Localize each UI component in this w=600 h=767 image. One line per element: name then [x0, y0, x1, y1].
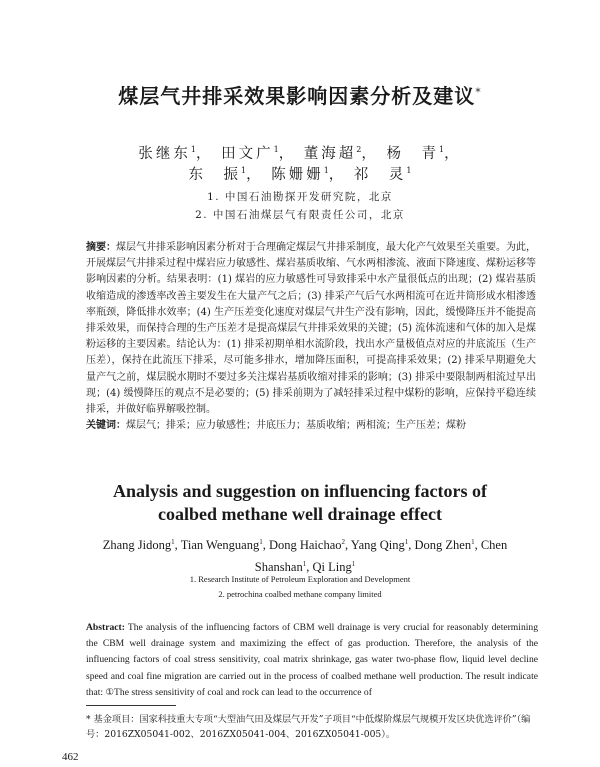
footnote-divider	[86, 705, 176, 706]
author-en: Dong Zhen$^1$	[414, 538, 475, 553]
chinese-title-text: 煤层气井排采效果影响因素分析及建议	[118, 84, 476, 108]
chinese-keywords-label: 关键词：	[86, 420, 126, 432]
english-affiliation-1: 1. Research Institute of Petroleum Exploration and Development	[189, 574, 411, 584]
chinese-affiliation-2: 2. 中国石油煤层气有限责任公司，北京	[195, 209, 405, 221]
english-abstract	[86, 620, 538, 701]
author-en: Dong Haichao$^2$	[268, 538, 345, 553]
english-title-line-2: coalbed methane well drainage effect	[158, 504, 442, 524]
chinese-abstract-text: 煤层气井排采影响因素分析对于合理确定煤层气井排采制度，最大化产气效果至关重要。为此，开展煤层气井排采过程中煤岩应力敏感性、煤岩基质收缩、气水两相渗流、液面下降速度、煤粉运移等影响因素的分析。结果表明：(1) 煤岩的应力敏感性可导致排采中水产量很低点的出现；(2) 煤岩基质收缩造成的渗透率改善主要发生在大量产气之后；(3) 排采产气后气水两相流可在近井筒形成水相渗透率瓶颈，降低排水效率；(4) 生产压差变化速度对煤层气井生产没有影响，因此，缓慢降压并不能提高排采效果，而保持合理的生产压差才是提高煤层气井排采效果的关键；(5) 流体流速和气体的加入是煤粉运移的主要因素。结论认为：(1) 排采初期单相水流阶段，找出水产量极值点对应的井底流压（生产压差），保持在此流压下排采，尽可能多排水，增加降压面积，可提高排采效果；(2) 排采早期避免大量产气之前，煤层脱水期时不要过多关注煤岩基质收缩对排采的影响；(3) 排采中要限制两相流过早出现；(4) 缓慢降压的观点不是必要的；(5) 排采前期为了减轻排采过程中煤粉的影响，应保持平稳连续排采，并做好临界解吸控制。	[86, 242, 536, 416]
funding-footnote: * 基金项目：国家科技重大专项“大型油气田及煤层气开发”子项目“中低煤阶煤层气规模开发区块优选评价”（编号：2016ZX05041-002、2016ZX05041-004、2016ZX05041-005）。	[86, 714, 531, 740]
author-cn: 董海超$^2$	[303, 145, 362, 162]
page-number: 462	[62, 751, 79, 763]
author-cn: 杨 青$^1$	[386, 145, 445, 162]
chinese-title	[0, 80, 600, 109]
chinese-abstract-label: 摘要：	[86, 242, 116, 253]
author-cn: 田文广$^1$	[221, 145, 279, 162]
author-en: Qi Ling$^1$	[312, 560, 356, 575]
author-en: Zhang Jidong$^1$	[102, 538, 175, 553]
chinese-affiliation-1: 1. 中国石油勘探开发研究院，北京	[207, 191, 393, 203]
chinese-keywords: 煤层气；排采；应力敏感性；井底压力；基质收缩；两相流；生产压差；煤粉	[126, 420, 466, 432]
english-affiliation-2: 2. petrochina coalbed methane company limited	[218, 589, 382, 599]
english-title	[0, 480, 600, 526]
author-en: Chen Shanshan$^1$	[254, 538, 508, 575]
author-en: Yang Qing$^1$	[350, 538, 409, 553]
author-cn: 陈姗姗$^1$	[271, 166, 329, 183]
author-cn: 张继东$^1$	[138, 145, 196, 162]
funding-mark: *	[475, 85, 482, 99]
author-en: Tian Wenguang$^1$	[180, 538, 263, 553]
english-abstract-text: The analysis of the influencing factors of CBM well drainage is very crucial for reasonably determining the CBM well drainage system and maximizing the effect of gas production. Therefore, the analysis of the influencing factors of coal stress sensitivity, coal matrix shrinkage, gas water two-phase flow, liquid level decline speed and coal fine migration are carried out in the process of coalbed methane well production. The result indicate that: ①The stress sensitivity of coal and rock can lead to the occurrence of	[86, 622, 538, 698]
english-title-line-1: Analysis and suggestion on influencing factors of	[112, 481, 488, 501]
author-cn: 祁 灵$^1$	[353, 166, 412, 183]
chinese-authors-line-2: 东 振$^1$， 陈姗姗$^1$， 祁 灵$^1$	[188, 166, 412, 183]
english-authors: Zhang Jidong$^1$, Tian Wenguang$^1$, Dong Haichao$^2$, Yang Qing$^1$, Dong Zhen$^1$, Chen Shanshan$^1$, Qi Ling$^1$	[102, 538, 508, 575]
english-abstract-label: Abstract:	[86, 622, 125, 633]
author-cn: 东 振$^1$	[188, 166, 247, 183]
chinese-abstract	[86, 240, 536, 434]
chinese-authors-line-1: 张继东$^1$， 田文广$^1$， 董海超$^2$， 杨 青$^1$，	[138, 145, 462, 162]
